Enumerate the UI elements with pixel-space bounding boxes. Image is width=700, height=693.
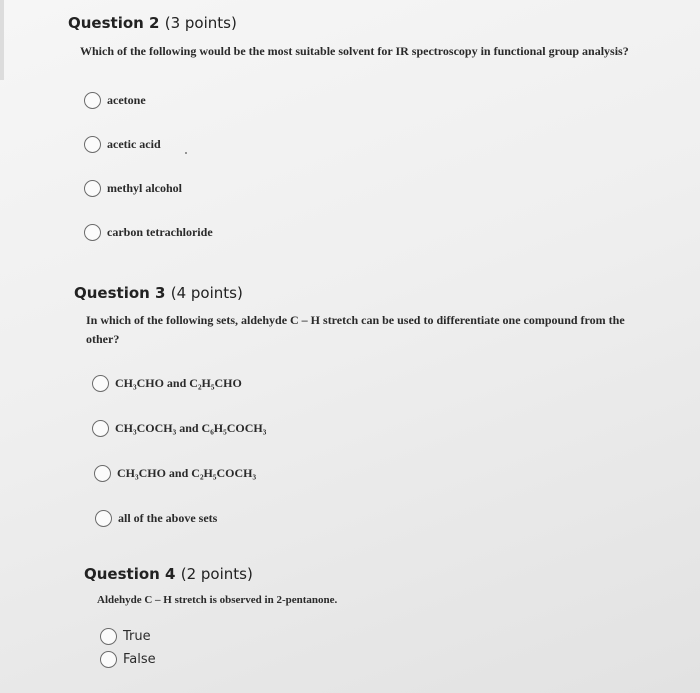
radio-button[interactable]	[95, 510, 112, 527]
question-2-text: Which of the following would be the most suitable solvent for IR spectroscopy in functional group analysis?	[80, 44, 629, 58]
q3-option-1[interactable]	[92, 375, 242, 392]
q2-option-carbon-tetrachloride[interactable]	[84, 224, 213, 241]
question-3-points: (4 points)	[170, 284, 243, 302]
question-3-title	[74, 284, 243, 302]
radio-button[interactable]	[84, 224, 101, 241]
stray-dot	[185, 152, 187, 154]
radio-button[interactable]	[100, 651, 117, 668]
radio-button[interactable]	[84, 92, 101, 109]
question-2-title	[68, 14, 237, 32]
radio-button[interactable]	[84, 136, 101, 153]
q2-option-acetone[interactable]	[84, 92, 146, 109]
question-4-title	[84, 565, 253, 583]
option-label: acetic acid	[107, 137, 161, 151]
q2-option-methyl-alcohol[interactable]	[84, 180, 182, 197]
question-3-text: In which of the following sets, aldehyde C – H stretch can be used to differentiate one compound from the other?	[86, 313, 625, 346]
option-label: acetone	[107, 93, 146, 107]
question-3-number: Question 3	[74, 284, 166, 302]
question-4-number: Question 4	[84, 565, 176, 583]
option-label: methyl alcohol	[107, 181, 182, 195]
q3-option-4[interactable]	[95, 510, 217, 527]
radio-button[interactable]	[92, 420, 109, 437]
radio-button[interactable]	[94, 465, 111, 482]
question-4-text: Aldehyde C – H stretch is observed in 2-pentanone.	[97, 594, 338, 606]
option-label: CH₃CHO and C₂H₅COCH₃	[117, 466, 257, 480]
question-4-points: (2 points)	[180, 565, 253, 583]
page-edge	[0, 0, 4, 80]
q4-option-true[interactable]	[100, 628, 151, 645]
q4-option-false[interactable]	[100, 651, 156, 668]
radio-button[interactable]	[92, 375, 109, 392]
option-label: True	[123, 629, 151, 644]
q3-option-3[interactable]	[94, 465, 256, 482]
option-label: carbon tetrachloride	[107, 225, 213, 239]
q2-option-acetic-acid[interactable]	[84, 136, 161, 153]
question-2-points: (3 points)	[164, 14, 237, 32]
option-label: CH₃COCH₃ and C₆H₅COCH₃	[115, 421, 267, 435]
radio-button[interactable]	[100, 628, 117, 645]
radio-button[interactable]	[84, 180, 101, 197]
option-label: all of the above sets	[118, 511, 218, 525]
question-2-number: Question 2	[68, 14, 160, 32]
option-label: False	[123, 652, 156, 667]
q3-option-2[interactable]	[92, 420, 266, 437]
option-label: CH₃CHO and C₂H₅CHO	[115, 376, 242, 390]
